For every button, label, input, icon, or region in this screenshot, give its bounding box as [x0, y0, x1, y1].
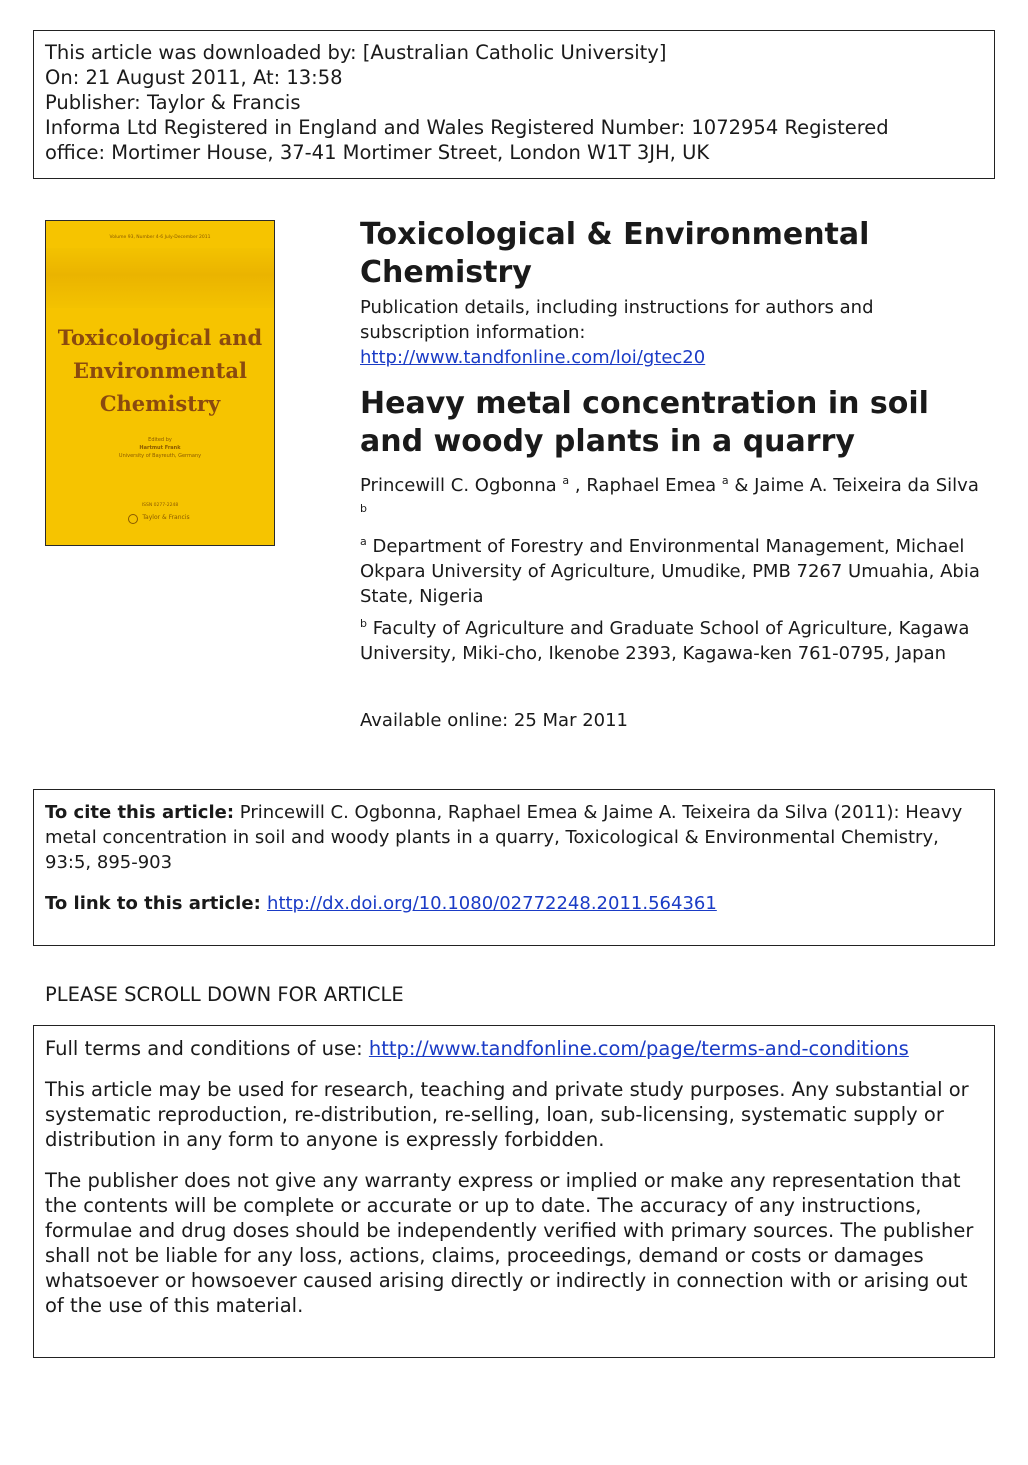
download-info-box [33, 30, 995, 179]
citation-text [45, 800, 983, 875]
cover-issn: ISSN 0277-2248 [141, 503, 179, 508]
journal-title: Toxicological & Environmental Chemistry [360, 217, 870, 290]
article-link-label: To link to this article: [45, 893, 268, 914]
citation-box [33, 789, 995, 946]
terms-link[interactable]: http://www.tandfonline.com/page/terms-and-conditions [368, 1037, 909, 1060]
download-line-5: office: Mortimer House, 37-41 Mortimer Street, London W1T 3JH, UK [45, 141, 710, 164]
affiliation-marker: a [360, 535, 367, 548]
terms-link-paragraph [45, 1036, 983, 1061]
cover-edited-by: Edited by [148, 437, 172, 443]
affiliation-marker: b [360, 502, 367, 515]
affiliation-marker: a [721, 474, 729, 487]
cover-title-line-1: Toxicological and [57, 325, 263, 350]
author-name: Raphael Emea [586, 475, 717, 496]
cover-editor-affiliation: University of Bayreuth, Germany [118, 453, 202, 459]
download-line-2: On: 21 August 2011, At: 13:58 [45, 66, 343, 89]
cover-title-line-2: Environmental [73, 358, 247, 383]
cover-band [46, 248, 274, 308]
affiliation-a [360, 534, 990, 609]
download-line-1: This article was downloaded by: [Australian Catholic University] [45, 41, 667, 64]
journal-url-link[interactable]: http://www.tandfonline.com/loi/gtec20 [360, 347, 706, 368]
author-separator: & [728, 475, 755, 496]
journal-cover-image [45, 220, 275, 546]
cover-title-line-3: Chemistry [99, 391, 221, 416]
download-line-3: Publisher: Taylor & Francis [45, 91, 301, 114]
article-link-line [45, 891, 983, 916]
publication-details [360, 295, 980, 370]
cover-publisher: Taylor & Francis [142, 514, 190, 521]
affiliation-marker: b [360, 617, 367, 630]
doi-link[interactable]: http://dx.doi.org/10.1080/02772248.2011.564361 [267, 893, 717, 914]
author-separator: , [569, 475, 587, 496]
cover-volume-line: Volume 93, Number 4-6 July-December 2011 [109, 235, 211, 240]
citation-label: To cite this article: [45, 802, 235, 823]
available-online-date: Available online: 25 Mar 2011 [360, 710, 629, 731]
affiliation-text: Faculty of Agriculture and Graduate School of Agriculture, Kagawa University, Miki-cho, Ikenobe 2393, Kagawa-ken 761-0795, Japan [360, 618, 970, 664]
terms-box [33, 1025, 995, 1358]
affiliation-text: Department of Forestry and Environmental Management, Michael Okpara University of Agriculture, Umudike, PMB 7267 Umuahia, Abia State, Nigeria [360, 536, 980, 607]
author-list [360, 472, 990, 528]
affiliation-marker: a [562, 474, 570, 487]
terms-usage-paragraph: This article may be used for research, teaching and private study purposes. Any substantial or systematic reproduction, re-distribution, re-selling, loan, sub-licensing, systematic supply or distribution in any form to anyone is expressly forbidden. [45, 1078, 969, 1151]
article-title: Heavy metal concentration in soil and woody plants in a quarry [360, 386, 929, 459]
author-name: Princewill C. Ogbonna [360, 475, 557, 496]
cover-editor-name: Hartmut Frank [139, 445, 181, 451]
author-name: Jaime A. Teixeira da Silva [754, 475, 979, 496]
terms-disclaimer-paragraph: The publisher does not give any warranty express or implied or make any representation that the contents will be complete or accurate or up to date. The accuracy of any instructions, formulae and drug doses should be independently verified with primary sources. The publisher shall not be liable for any loss, actions, claims, proceedings, demand or costs or damages whatsoever or howsoever caused arising directly or indirectly in connection with or arising out of the use of this material. [45, 1169, 974, 1317]
publication-details-text: Publication details, including instructions for authors and subscription information: [360, 297, 874, 343]
download-line-4: Informa Ltd Registered in England and Wales Registered Number: 1072954 Registered [45, 116, 889, 139]
citation-body: Princewill C. Ogbonna, Raphael Emea & Jaime A. Teixeira da Silva (2011): Heavy metal concentration in soil and woody plants in a quarry, Toxicological & Environmental Chemistry, 93:5, 895-903 [45, 802, 963, 873]
cover-title [46, 321, 274, 420]
cover-editor-block [46, 436, 274, 460]
scroll-down-note: PLEASE SCROLL DOWN FOR ARTICLE [45, 983, 404, 1006]
affiliation-b [360, 616, 1000, 666]
terms-prefix: Full terms and conditions of use: [45, 1037, 369, 1060]
